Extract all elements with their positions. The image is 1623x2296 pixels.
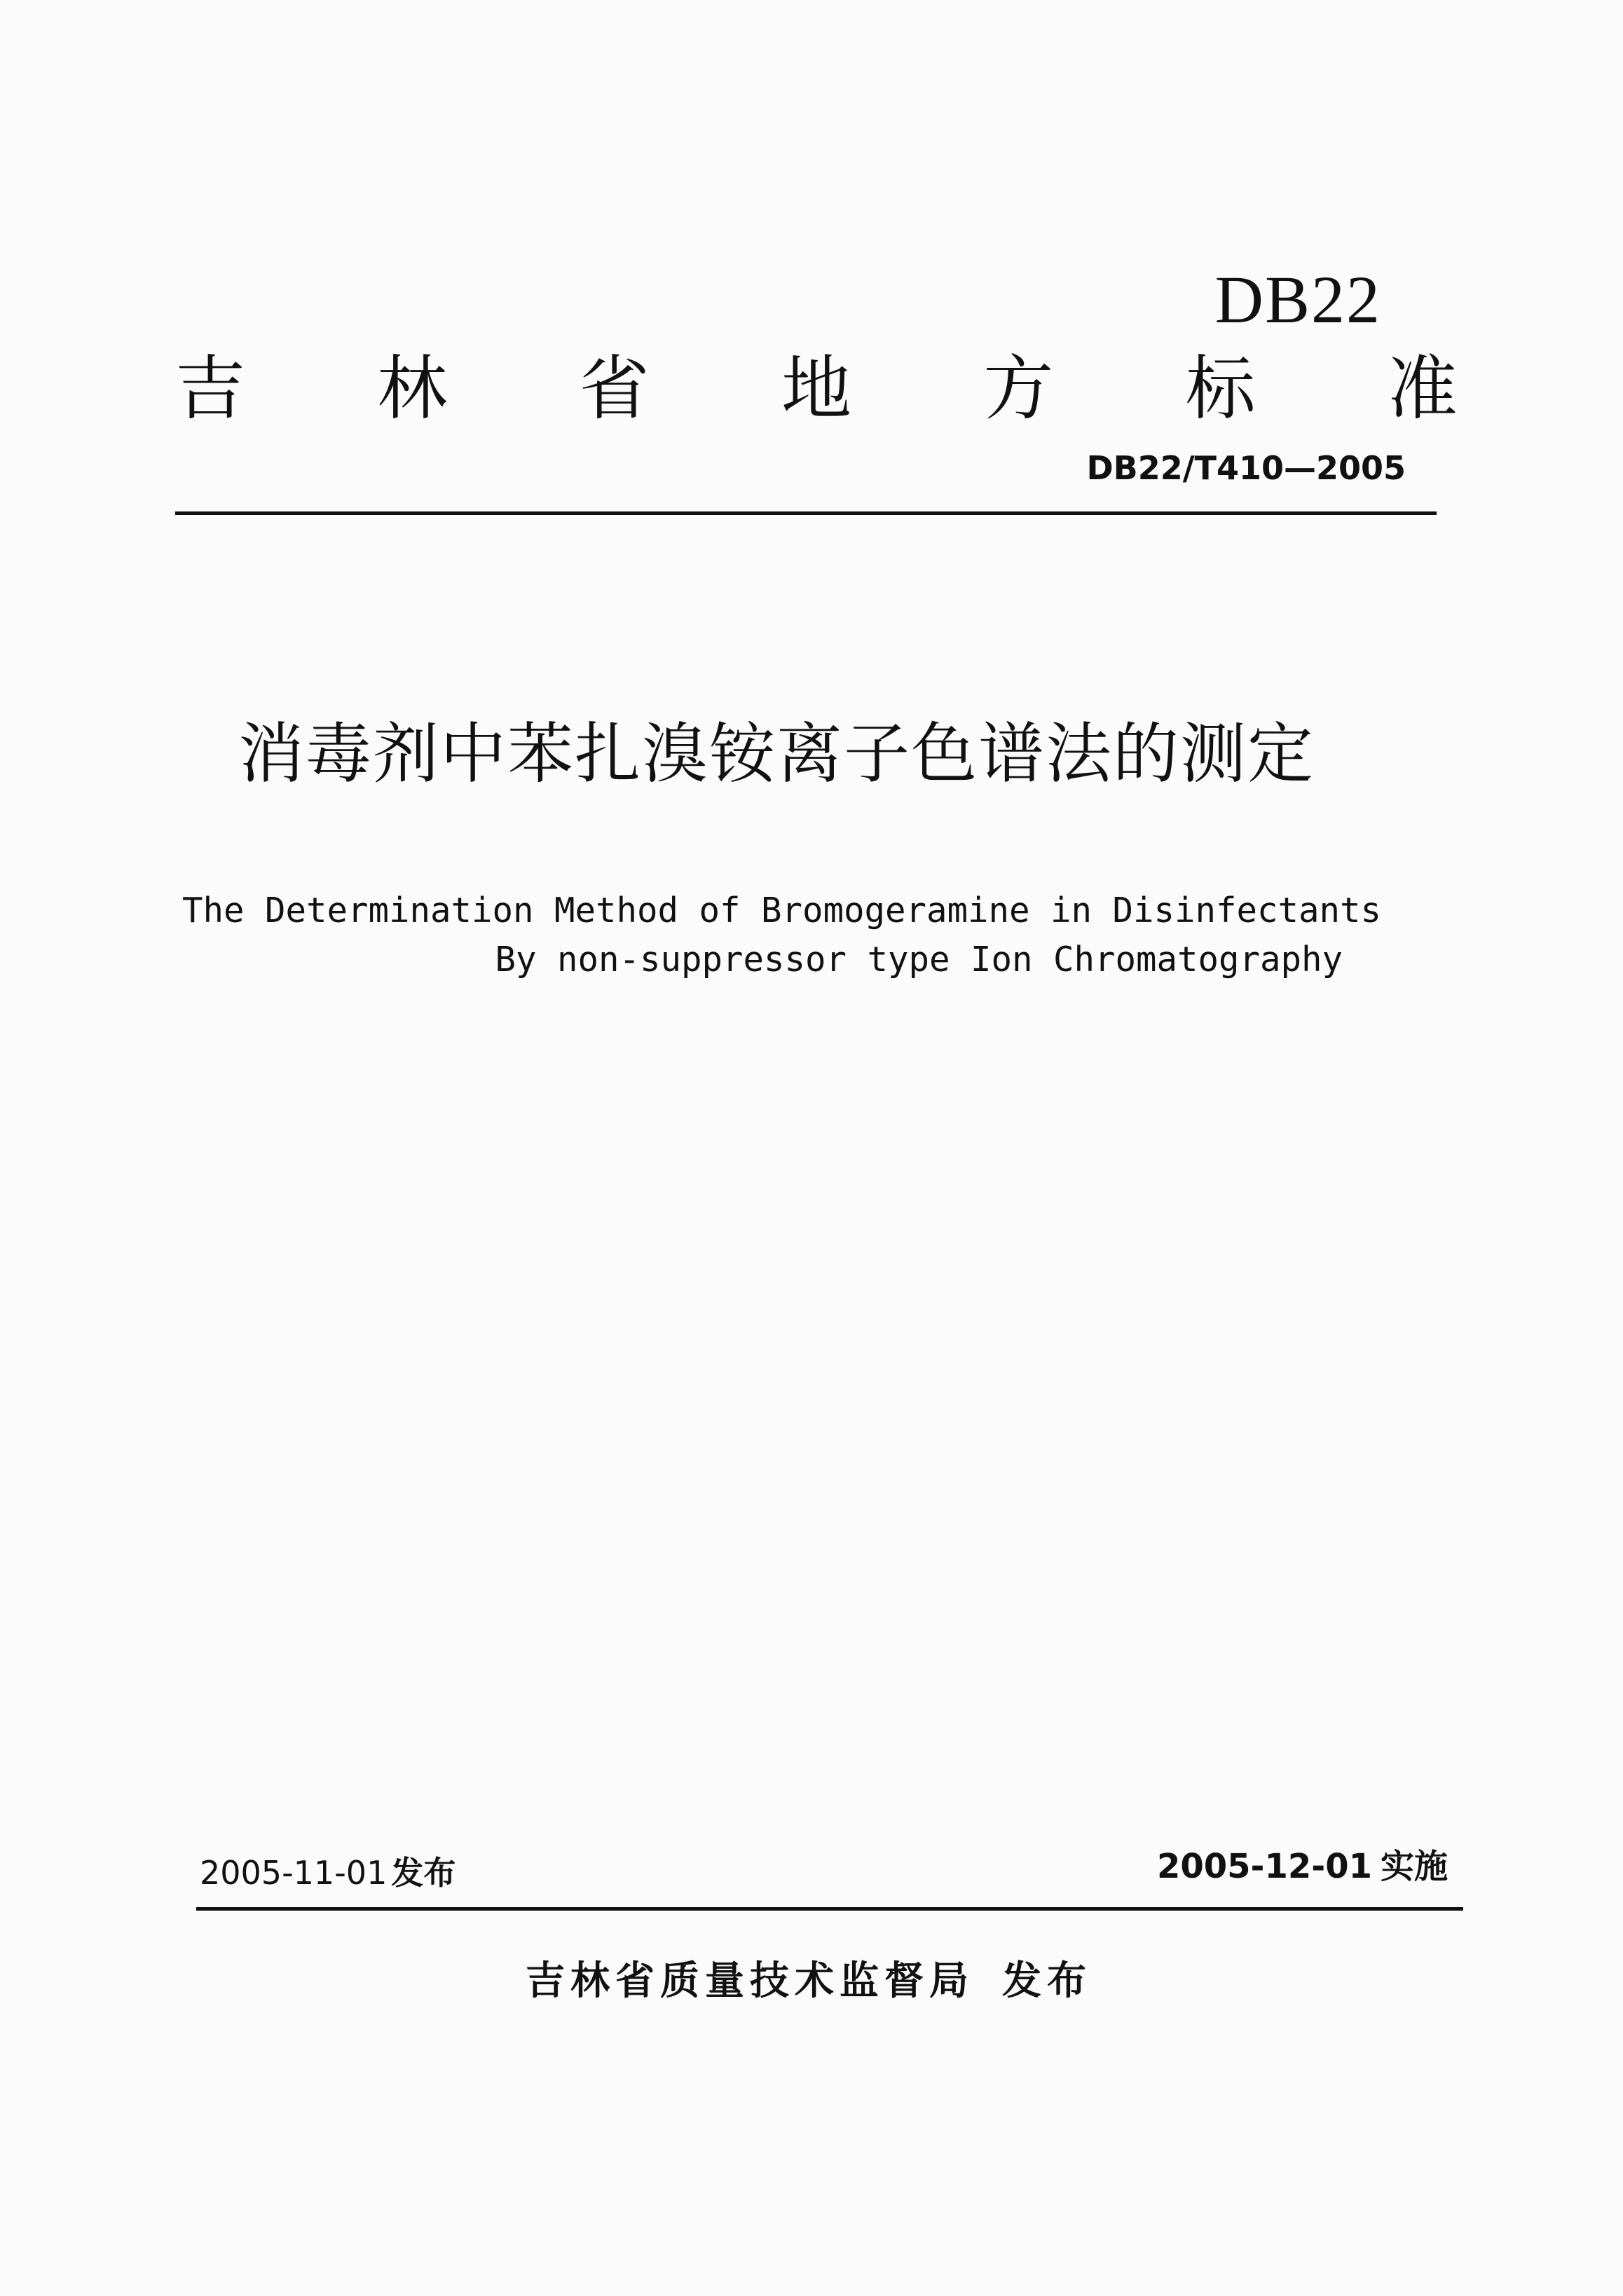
standard-type-heading [175, 348, 1458, 429]
implementation-date [1156, 1847, 1448, 1886]
standard-type-char: 吉 [175, 348, 245, 429]
bottom-divider [196, 1907, 1463, 1911]
implementation-date-label: 实施 [1380, 1847, 1448, 1886]
english-title-line-1: The Determination Method of Bromogeramine in Disinfectants [182, 891, 1381, 930]
standard-code-mark: DB22 [1214, 262, 1381, 337]
standard-type-char: 地 [781, 348, 851, 429]
english-title-line-2: By non-suppressor type Ion Chromatography [495, 940, 1343, 979]
issue-date-value: 2005-11-01 [200, 1854, 388, 1892]
standard-type-char: 方 [983, 348, 1054, 429]
publisher-name: 吉林省质量技术监督局 [526, 1958, 974, 2004]
standard-type-char: 林 [377, 348, 448, 429]
standard-number: DB22/T410—2005 [1086, 449, 1406, 487]
issue-date [200, 1854, 456, 1892]
top-divider [175, 511, 1437, 515]
implementation-date-value: 2005-12-01 [1156, 1847, 1372, 1886]
chinese-title: 消毒剂中苯扎溴铵离子色谱法的测定 [238, 716, 1315, 792]
standard-type-char: 省 [579, 348, 650, 429]
standard-type-char: 标 [1185, 348, 1256, 429]
standard-type-char: 准 [1387, 348, 1458, 429]
issue-date-label: 发布 [391, 1854, 456, 1892]
publisher [526, 1958, 1092, 2004]
publisher-label: 发布 [1002, 1958, 1092, 2004]
